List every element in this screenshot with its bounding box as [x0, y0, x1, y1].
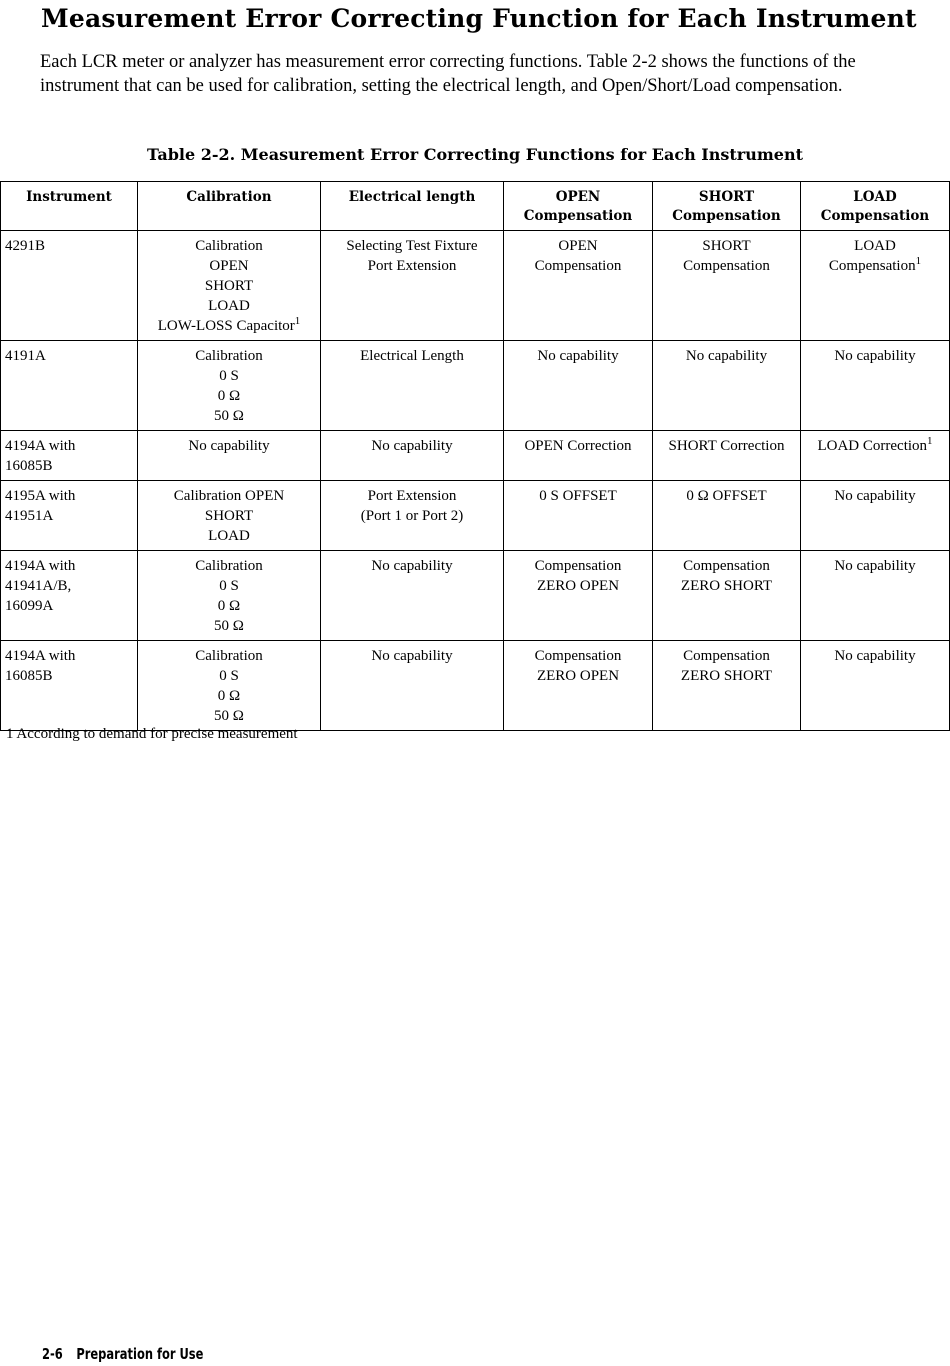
cell-line: No capability: [834, 558, 916, 574]
cell-calibration: [138, 231, 321, 341]
cell-short: [653, 231, 801, 341]
header-line: Electrical length: [348, 189, 476, 205]
cell-line: 41941A/B,: [5, 578, 72, 594]
cell-calibration: [138, 551, 321, 641]
header-line: OPEN: [555, 189, 601, 205]
cell-line: (Port 1 or Port 2): [360, 508, 464, 524]
table-row: [1, 231, 950, 341]
cell-line: Calibration OPEN: [173, 488, 285, 504]
footnote: 1 According to demand for precise measurement: [6, 726, 298, 742]
table-row: [1, 641, 950, 731]
cell-line: SHORT: [204, 508, 254, 524]
error-correcting-functions-table: [0, 181, 950, 731]
intro-paragraph: Each LCR meter or analyzer has measurement error correcting functions. Table 2-2 shows the functions of the instrument that can be used for calibration, setting the electrical length, and Open/Short/Load compensation.: [40, 52, 856, 96]
cell-line: 50 Ω: [214, 618, 244, 634]
cell-line: No capability: [834, 348, 916, 364]
cell-load: [801, 641, 950, 731]
cell-line: No capability: [834, 648, 916, 664]
cell-line: 0 S OFFSET: [539, 488, 617, 504]
cell-line: ZERO SHORT: [680, 578, 773, 594]
cell-line: Compensation$^1$: [828, 255, 922, 274]
cell-line: Selecting Test Fixture: [346, 238, 478, 254]
footnote-marker: 1: [915, 255, 922, 267]
cell-line: ZERO OPEN: [536, 578, 620, 594]
cell-instrument: [1, 341, 138, 431]
cell-line: LOAD: [854, 238, 896, 254]
cell-calibration: [138, 431, 321, 481]
cell-line: No capability: [371, 438, 453, 454]
header-line: Compensation: [523, 208, 633, 224]
cell-line: LOAD: [208, 298, 250, 314]
cell-line: Port Extension: [367, 488, 457, 504]
header-line: Instrument: [26, 189, 112, 205]
cell-instrument: [1, 431, 138, 481]
cell-line: Electrical Length: [360, 348, 464, 364]
cell-instrument: [1, 231, 138, 341]
cell-line: Calibration: [195, 348, 263, 364]
cell-electrical-length: [321, 231, 504, 341]
cell-short: [653, 641, 801, 731]
cell-line: ZERO SHORT: [680, 668, 773, 684]
cell-line: 41951A: [5, 508, 54, 524]
cell-line: Calibration: [195, 558, 263, 574]
cell-electrical-length: [321, 481, 504, 551]
cell-line: 0 S: [219, 578, 239, 594]
cell-line: 0 Ω OFFSET: [686, 488, 767, 504]
cell-line: SHORT: [702, 238, 751, 254]
cell-line: SHORT Correction: [668, 438, 785, 454]
cell-line: 4291B: [5, 238, 46, 254]
cell-line: No capability: [537, 348, 619, 364]
cell-line: No capability: [188, 438, 270, 454]
cell-short: [653, 481, 801, 551]
cell-line: Calibration: [195, 648, 263, 664]
cell-line: Port Extension: [367, 258, 457, 274]
cell-line: 4195A with: [5, 488, 76, 504]
cell-calibration: [138, 641, 321, 731]
cell-electrical-length: [321, 551, 504, 641]
cell-short: [653, 551, 801, 641]
cell-instrument: [1, 481, 138, 551]
cell-line: No capability: [834, 488, 916, 504]
cell-instrument: [1, 641, 138, 731]
section-title: Preparation for Use: [76, 1345, 204, 1363]
header-line: SHORT: [698, 189, 755, 205]
cell-load: [801, 341, 950, 431]
cell-line: 16085B: [5, 668, 53, 684]
cell-line: 0 Ω: [217, 388, 241, 404]
cell-load: [801, 481, 950, 551]
table-header-row: [1, 182, 950, 231]
table-row: [1, 481, 950, 551]
cell-line: SHORT: [204, 278, 254, 294]
cell-electrical-length: [321, 641, 504, 731]
cell-line: OPEN: [558, 238, 598, 254]
cell-open: [504, 641, 653, 731]
page-footer: [42, 1345, 203, 1363]
cell-line: OPEN: [209, 258, 249, 274]
cell-line: 4194A with: [5, 558, 76, 574]
header-load-compensation: [801, 182, 950, 231]
cell-short: [653, 341, 801, 431]
cell-line: 50 Ω: [214, 408, 244, 424]
cell-line: 16085B: [5, 458, 53, 474]
header-calibration: [138, 182, 321, 231]
header-instrument: [1, 182, 138, 231]
cell-load: [801, 431, 950, 481]
cell-electrical-length: [321, 431, 504, 481]
header-line: Compensation: [672, 208, 781, 224]
cell-short: [653, 431, 801, 481]
cell-open: [504, 341, 653, 431]
cell-line: 0 S: [219, 368, 239, 384]
cell-line: 50 Ω: [214, 708, 244, 724]
table-row: [1, 551, 950, 641]
table-caption: Table 2-2. Measurement Error Correcting Functions for Each Instrument: [147, 145, 803, 164]
table-row: [1, 431, 950, 481]
header-electrical-length: [321, 182, 504, 231]
page-title: Measurement Error Correcting Function for Each Instrument: [41, 4, 917, 33]
cell-line: Compensation: [534, 648, 622, 664]
header-short-compensation: [653, 182, 801, 231]
cell-open: [504, 481, 653, 551]
cell-line: LOAD: [208, 528, 250, 544]
cell-open: [504, 551, 653, 641]
cell-electrical-length: [321, 341, 504, 431]
cell-line: 4191A: [5, 348, 46, 364]
cell-line: Compensation: [683, 258, 770, 274]
page-number: 2-6: [42, 1345, 63, 1363]
header-line: Compensation: [820, 208, 930, 224]
header-line: LOAD: [853, 189, 897, 205]
cell-line: No capability: [685, 348, 768, 364]
cell-calibration: [138, 481, 321, 551]
cell-line: LOW-LOSS Capacitor$^1$: [157, 315, 301, 334]
cell-line: 16099A: [5, 598, 54, 614]
cell-line: No capability: [371, 558, 453, 574]
table-body: [1, 231, 950, 731]
cell-line: 0 S: [219, 668, 239, 684]
cell-line: OPEN Correction: [524, 438, 632, 454]
cell-line: 0 Ω: [217, 598, 241, 614]
header-open-compensation: [504, 182, 653, 231]
cell-open: [504, 231, 653, 341]
cell-instrument: [1, 551, 138, 641]
header-line: Calibration: [186, 189, 272, 205]
cell-open: [504, 431, 653, 481]
table-row: [1, 341, 950, 431]
cell-line: 4194A with: [5, 648, 76, 664]
cell-calibration: [138, 341, 321, 431]
cell-line: Compensation: [683, 558, 770, 574]
cell-line: 0 Ω: [217, 688, 241, 704]
cell-load: [801, 551, 950, 641]
cell-line: Calibration: [195, 238, 263, 254]
footnote-marker: 1: [294, 315, 301, 327]
cell-line: No capability: [371, 648, 453, 664]
cell-line: 4194A with: [5, 438, 76, 454]
cell-line: Compensation: [534, 258, 622, 274]
cell-line: Compensation: [683, 648, 770, 664]
cell-line: LOAD Correction$^1$: [817, 435, 933, 454]
cell-line: ZERO OPEN: [536, 668, 620, 684]
cell-load: [801, 231, 950, 341]
cell-line: Compensation: [534, 558, 622, 574]
footnote-marker: 1: [927, 435, 933, 447]
